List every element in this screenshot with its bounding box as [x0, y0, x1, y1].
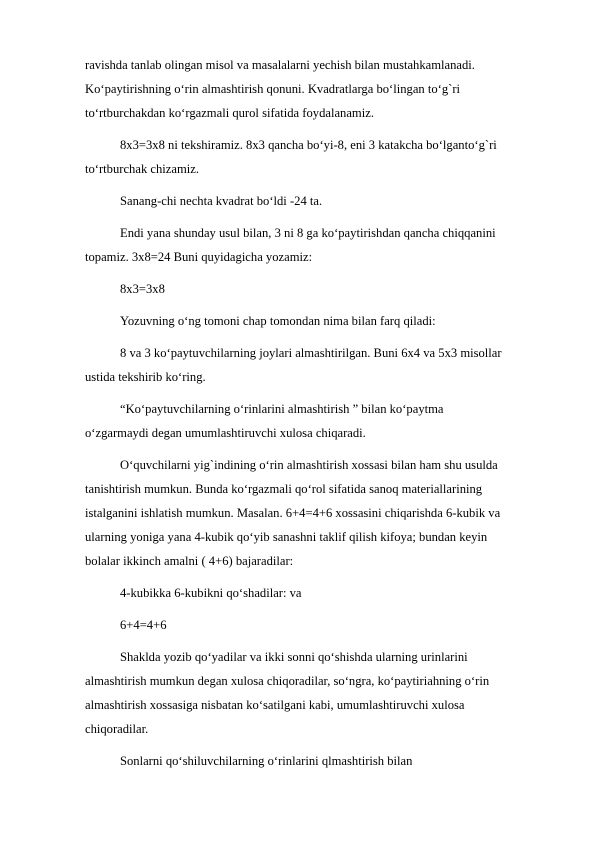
- text-line: Ko‘paytirishning o‘rin almashtirish qonuni. Kvadratlarga bo‘lingan to‘g`ri: [85, 82, 461, 96]
- formula-line: 8x3=3x8: [120, 282, 165, 296]
- text-line: almashtirish mumkun degan xulosa chiqoradilar, so‘ngra, ko‘paytiriahning o‘rin: [85, 674, 490, 688]
- text-line: tanishtirish mumkun. Bunda ko‘rgazmali qo‘rol sifatida sanoq materiallarining: [85, 482, 483, 496]
- text-line: “Ko‘paytuvchilarning o‘rinlarini almashtirish ” bilan ko‘paytma: [120, 402, 444, 416]
- formula-line: 6+4=4+6: [120, 618, 167, 632]
- text-line: 8x3=3x8 ni tekshiramiz. 8x3 qancha bo‘yi-8, eni 3 katakcha bo‘lganto‘g`ri: [120, 138, 497, 152]
- text-line: ravishda tanlab olingan misol va masalalarni yechish bilan mustahkamlanadi.: [85, 58, 475, 72]
- text-line: 8 va 3 ko‘paytuvchilarning joylari almashtirilgan. Buni 6x4 va 5x3 misollar: [120, 346, 502, 360]
- text-line: Yozuvning o‘ng tomoni chap tomondan nima bilan farq qiladi:: [120, 314, 436, 328]
- text-line: Sanang-chi nechta kvadrat bo‘ldi -24 ta.: [120, 194, 323, 208]
- text-line: o‘zgarmaydi degan umumlashtiruvchi xulosa chiqaradi.: [85, 426, 366, 440]
- text-line: chiqoradilar.: [85, 722, 149, 736]
- text-line: ularning yoniga yana 4-kubik qo‘yib sanashni taklif qilish kifoya; bundan keyin: [85, 530, 488, 544]
- text-line: Endi yana shunday usul bilan, 3 ni 8 ga ko‘paytirishdan qancha chiqqanini: [120, 226, 496, 240]
- text-line: 4-kubikka 6-kubikni qo‘shadilar: va: [120, 586, 302, 600]
- text-line: to‘rtburchak chizamiz.: [85, 162, 199, 176]
- text-line: Sonlarni qo‘shiluvchilarning o‘rinlarini qlmashtirish bilan: [120, 754, 413, 768]
- text-line: to‘rtburchakdan ko‘rgazmali qurol sifatida foydalanamiz.: [85, 106, 374, 120]
- text-line: Shaklda yozib qo‘yadilar va ikki sonni qo‘shishda ularning urinlarini: [120, 650, 468, 664]
- text-line: topamiz. 3x8=24 Buni quyidagicha yozamiz:: [85, 250, 313, 264]
- text-line: istalganini ishlatish mumkun. Masalan. 6+4=4+6 xossasini chiqarishda 6-kubik va: [85, 506, 501, 520]
- text-line: almashtirish xossasiga nisbatan ko‘satilgani kabi, umumlashtiruvchi xulosa: [85, 698, 465, 712]
- text-line: ustida tekshirib ko‘ring.: [85, 370, 206, 384]
- text-line: bolalar ikkinch amalni ( 4+6) bajaradilar:: [85, 554, 294, 568]
- text-line: O‘quvchilarni yig`indining o‘rin almashtirish xossasi bilan ham shu usulda: [120, 458, 498, 472]
